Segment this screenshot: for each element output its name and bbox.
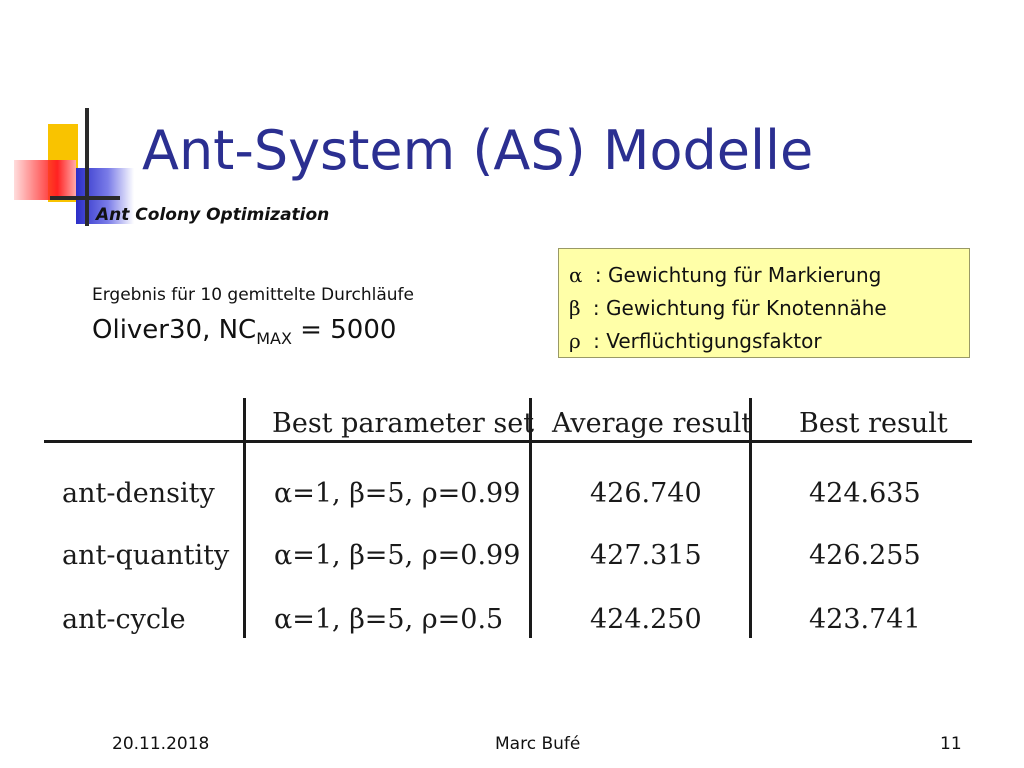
row-name: ant-quantity [62, 540, 230, 571]
footer-date: 20.11.2018 [112, 734, 210, 754]
table-header-rule [44, 440, 972, 443]
header-average-result: Average result [552, 408, 753, 439]
alpha-symbol: α [569, 263, 583, 287]
page-number: 11 [940, 734, 962, 754]
legend-item-rho [569, 325, 969, 358]
legend-text: : Gewichtung für Knotennähe [586, 296, 887, 320]
footer-author: Marc Bufé [495, 734, 581, 754]
result-description: Ergebnis für 10 gemittelte Durchläufe [92, 285, 414, 305]
slide-subtitle: Ant Colony Optimization [96, 205, 330, 225]
row-params: α=1, β=5, ρ=0.99 [274, 540, 521, 571]
problem-subscript: MAX [256, 329, 292, 348]
problem-suffix: = 5000 [291, 315, 397, 345]
legend-item-beta [569, 292, 969, 325]
problem-prefix: Oliver30, NC [92, 315, 257, 345]
legend-item-alpha [569, 259, 969, 292]
beta-symbol: β [569, 296, 581, 320]
row-best: 423.741 [809, 604, 921, 635]
row-best: 424.635 [809, 478, 921, 509]
problem-instance [92, 315, 396, 348]
row-params: α=1, β=5, ρ=0.99 [274, 478, 521, 509]
logo-red-square [14, 160, 76, 200]
logo-vertical-line [85, 108, 89, 226]
slide-logo [0, 0, 140, 240]
header-best-parameter-set: Best parameter set [272, 408, 535, 439]
row-params: α=1, β=5, ρ=0.5 [274, 604, 504, 635]
table-column-rule [243, 398, 246, 638]
rho-symbol: ρ [569, 329, 581, 353]
row-average: 426.740 [590, 478, 702, 509]
row-average: 424.250 [590, 604, 702, 635]
parameter-legend [558, 248, 970, 358]
legend-text: : Gewichtung für Markierung [588, 263, 882, 287]
header-best-result: Best result [799, 408, 948, 439]
row-average: 427.315 [590, 540, 702, 571]
row-best: 426.255 [809, 540, 921, 571]
row-name: ant-cycle [62, 604, 186, 635]
slide-title: Ant-System (AS) Modelle [142, 119, 814, 182]
logo-horizontal-line [50, 196, 120, 200]
results-table [44, 398, 974, 638]
legend-text: : Verflüchtigungsfaktor [586, 329, 822, 353]
row-name: ant-density [62, 478, 215, 509]
